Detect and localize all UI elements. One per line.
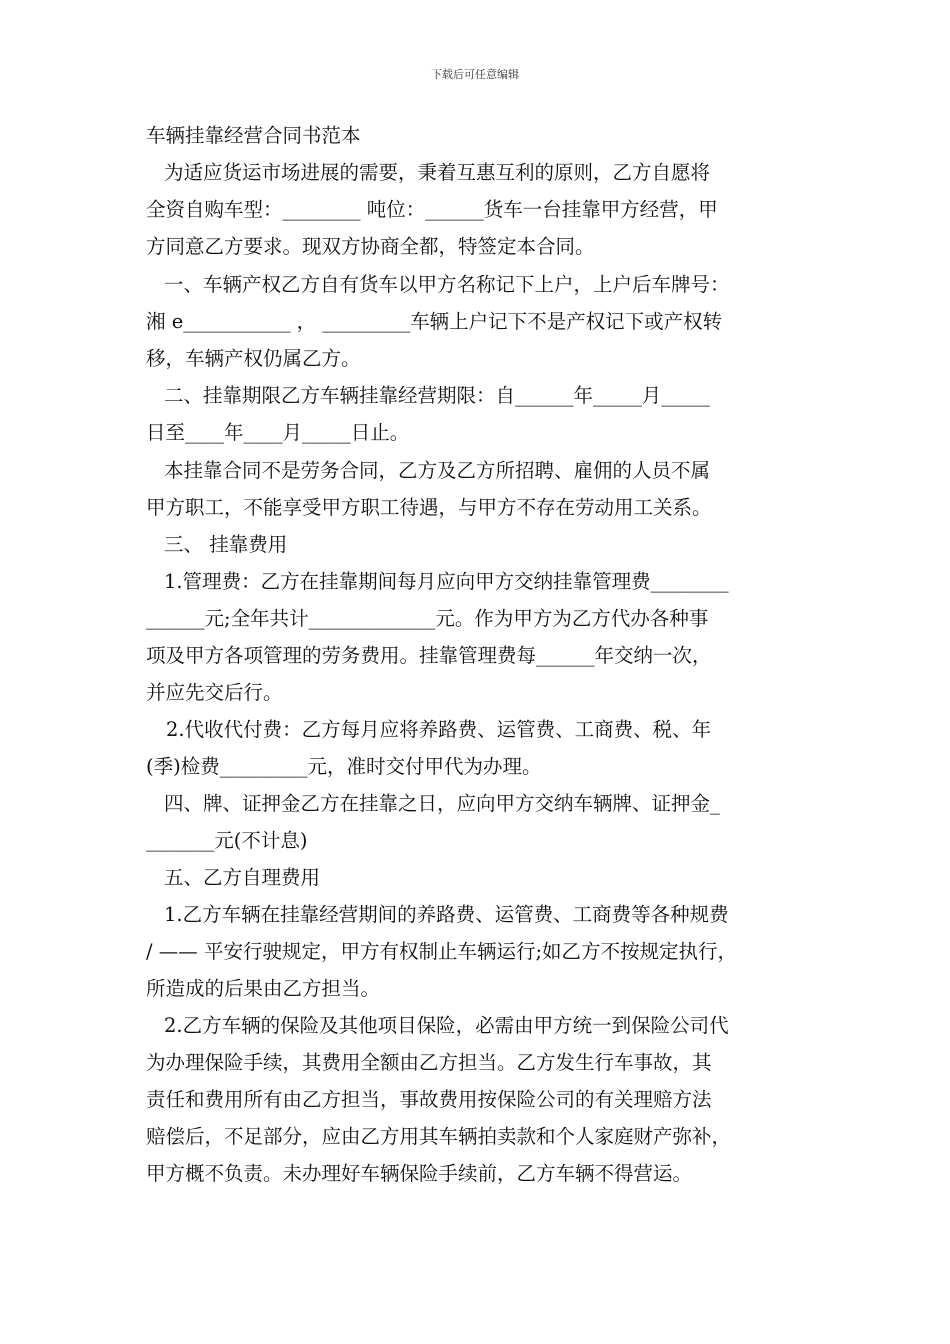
paragraph-line: 甲方职工，不能享受甲方职工待遇，与甲方不存在劳动用工关系。 — [146, 496, 712, 519]
paragraph-line: 为适应货运市场进展的需要，秉着互惠互利的原则，乙方自愿将 — [164, 161, 711, 184]
section-heading: 五、乙方自理费用 — [164, 866, 321, 889]
paragraph-line: 项及甲方各项管理的劳务费用。挂靠管理费每______年交纳一次， — [146, 644, 712, 667]
paragraph-line: 移，车辆产权仍属乙方。 — [146, 347, 361, 370]
paragraph-line: 1.乙方车辆在挂靠经营期间的养路费、运管费、工商费等各种规费 — [164, 903, 729, 926]
paragraph-line: 所造成的后果由乙方担当。 — [146, 977, 381, 1000]
paragraph-line: 全资自购车型：________ 吨位：______货车一台挂靠甲方经营，甲 — [146, 198, 718, 221]
paragraph-line: 并应先交后行。 — [146, 681, 283, 704]
paragraph-line: 责任和费用所有由乙方担当，事故费用按保险公司的有关理赔方法 — [146, 1088, 712, 1111]
paragraph-line: 日至____年____月_____日止。 — [146, 421, 410, 444]
paragraph-line: 1.管理费：乙方在挂靠期间每月应向甲方交纳挂靠管理费________ — [164, 570, 729, 593]
paragraph-line: _______元(不计息) — [146, 829, 308, 852]
section-heading: 三、 挂靠费用 — [164, 533, 288, 556]
paragraph-line: 本挂靠合同不是劳务合同，乙方及乙方所招聘、雇佣的人员不属 — [164, 459, 711, 482]
paragraph-line: 2.乙方车辆的保险及其他项目保险，必需由甲方统一到保险公司代 — [164, 1014, 729, 1037]
paragraph-line: 一、车辆产权乙方自有货车以甲方名称记下上户，上户后车牌号： — [164, 273, 730, 296]
page-header-note: 下载后可任意编辑 — [431, 68, 519, 81]
paragraph-line: / —— 平安行驶规定，甲方有权制止车辆运行;如乙方不按规定执行， — [146, 940, 738, 963]
paragraph-line: (季)检费_________元，准时交付甲代为办理。 — [146, 755, 542, 778]
paragraph-line: 湘 e___________ ， _________车辆上户记下不是产权记下或产权转 — [146, 310, 723, 333]
paragraph-line: 二、挂靠期限乙方车辆挂靠经营期限：自______年_____月_____ — [164, 384, 711, 407]
paragraph-line: ______元;全年共计_____________元。作为甲方为乙方代办各种事 — [146, 607, 709, 630]
paragraph-line: 四、牌、证押金乙方在挂靠之日，应向甲方交纳车辆牌、证押金_ — [164, 792, 720, 815]
document-title: 车辆挂靠经营合同书范本 — [146, 124, 361, 147]
paragraph-line: 方同意乙方要求。现双方协商全都，特签定本合同。 — [146, 235, 595, 258]
paragraph-line: 2.代收代付费：乙方每月应将养路费、运管费、工商费、税、年 — [166, 718, 712, 741]
paragraph-line: 赔偿后，不足部分，应由乙方用其车辆拍卖款和个人家庭财产弥补， — [146, 1125, 732, 1148]
paragraph-line: 甲方概不负责。未办理好车辆保险手续前，乙方车辆不得营运。 — [146, 1162, 693, 1185]
paragraph-line: 为办理保险手续，其费用全额由乙方担当。乙方发生行车事故，其 — [146, 1051, 712, 1074]
